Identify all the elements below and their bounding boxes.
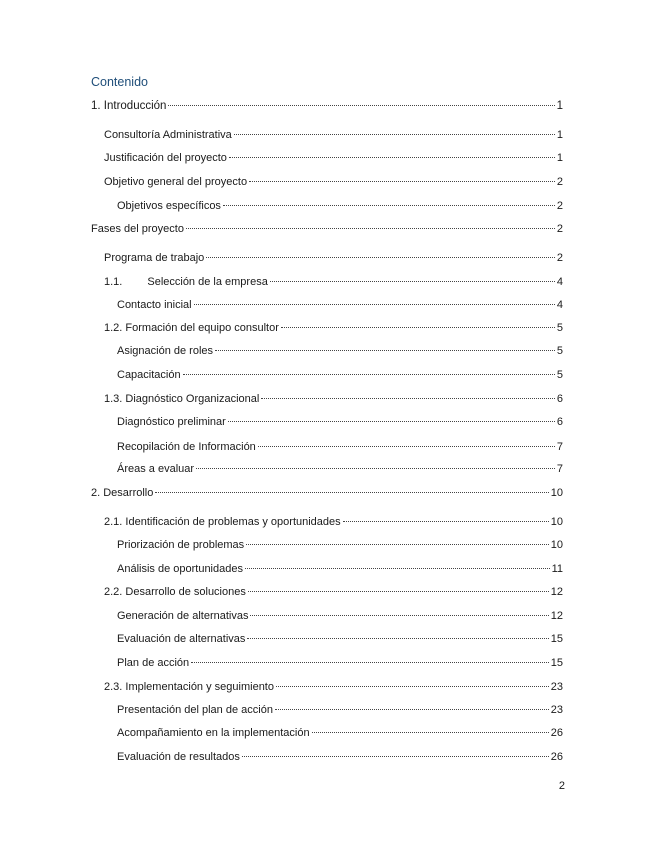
toc-entry[interactable] bbox=[117, 562, 563, 576]
toc-entry-page: 23 bbox=[550, 681, 563, 693]
toc-entry[interactable] bbox=[91, 222, 563, 236]
toc-entry-page: 26 bbox=[550, 727, 563, 739]
toc-entry-title: 2.2. Desarrollo de soluciones bbox=[104, 586, 246, 598]
toc-entry-title: Generación de alternativas bbox=[117, 610, 249, 622]
toc-entry[interactable] bbox=[104, 275, 563, 289]
toc-entry-page: 5 bbox=[556, 345, 563, 357]
toc-entry-title: Acompañamiento en la implementación bbox=[117, 727, 310, 739]
dot-leader bbox=[229, 156, 555, 158]
dot-leader bbox=[245, 567, 550, 569]
toc-entry-title: Capacitación bbox=[117, 369, 181, 381]
toc-entry-page: 2 bbox=[556, 200, 563, 212]
toc-entry-title: 2.1. Identificación de problemas y oportunidades bbox=[104, 516, 341, 528]
toc-entry[interactable] bbox=[91, 99, 563, 113]
toc-entry[interactable] bbox=[117, 368, 563, 382]
toc-entry-title: Objetivo general del proyecto bbox=[104, 176, 248, 188]
dot-leader bbox=[248, 590, 549, 592]
toc-entry-title: Presentación del plan de acción bbox=[117, 704, 273, 716]
toc-entry-title: Plan de acción bbox=[117, 657, 190, 669]
dot-leader bbox=[194, 303, 555, 305]
toc-entry[interactable] bbox=[104, 680, 563, 694]
toc-entry-page: 1 bbox=[556, 152, 563, 164]
toc-entry[interactable] bbox=[104, 251, 563, 265]
toc-entry-page: 2 bbox=[556, 223, 563, 235]
toc-entry-title: Evaluación de alternativas bbox=[117, 633, 246, 645]
dot-leader bbox=[281, 326, 555, 328]
toc-entry-page: 11 bbox=[551, 563, 563, 575]
dot-leader bbox=[228, 420, 555, 422]
toc-entry-title: Análisis de oportunidades bbox=[117, 563, 243, 575]
toc-entry-title: Asignación de roles bbox=[117, 345, 214, 357]
toc-entry-page: 2 bbox=[556, 176, 563, 188]
toc-entry[interactable] bbox=[117, 462, 563, 476]
toc-entry-title: 1. Introducción bbox=[91, 100, 167, 112]
toc-entry-page: 15 bbox=[550, 633, 563, 645]
toc-entry[interactable] bbox=[117, 344, 563, 358]
dot-leader bbox=[258, 445, 555, 447]
toc-entry[interactable] bbox=[91, 486, 563, 500]
dot-leader bbox=[249, 180, 555, 182]
dot-leader bbox=[186, 227, 555, 229]
toc-entry-title: Diagnóstico preliminar bbox=[117, 416, 226, 428]
toc-entry-title: 1.2. Formación del equipo consultor bbox=[104, 322, 279, 334]
toc-entry[interactable] bbox=[104, 128, 563, 142]
dot-leader bbox=[183, 373, 555, 375]
toc-entry-page: 15 bbox=[550, 657, 563, 669]
toc-entry[interactable] bbox=[117, 632, 563, 646]
toc-entry-page: 1 bbox=[556, 129, 563, 141]
toc-entry[interactable] bbox=[117, 750, 563, 764]
toc-entry-page: 10 bbox=[550, 539, 563, 551]
toc-entry-number: 1.1. bbox=[104, 276, 123, 288]
toc-entry[interactable] bbox=[104, 151, 563, 165]
dot-leader bbox=[215, 349, 555, 351]
toc-entry-page: 6 bbox=[556, 393, 563, 405]
toc-entry-page: 23 bbox=[550, 704, 563, 716]
toc-entry[interactable] bbox=[104, 175, 563, 189]
toc-entry-page: 2 bbox=[556, 252, 563, 264]
toc-entry-page: 10 bbox=[550, 487, 563, 499]
toc-entry-page: 10 bbox=[550, 516, 563, 528]
toc-entry[interactable] bbox=[117, 726, 563, 740]
toc-entry-title: Selección de la empresa bbox=[147, 276, 268, 288]
toc-entry-title: Objetivos específicos bbox=[117, 200, 221, 212]
toc-entry-title: Recopilación de Información bbox=[117, 441, 256, 453]
toc-entry-page: 12 bbox=[550, 586, 563, 598]
toc-entry-title: 2. Desarrollo bbox=[91, 487, 154, 499]
toc-entry-title: Áreas a evaluar bbox=[117, 463, 195, 475]
toc-entry-page: 7 bbox=[556, 441, 563, 453]
toc-entry-page: 5 bbox=[556, 322, 563, 334]
dot-leader bbox=[234, 133, 555, 135]
toc-entry[interactable] bbox=[117, 440, 563, 454]
dot-leader bbox=[206, 256, 555, 258]
dot-leader bbox=[246, 543, 549, 545]
dot-leader bbox=[191, 661, 549, 663]
toc-entry-page: 4 bbox=[556, 299, 563, 311]
toc-entry-page: 6 bbox=[556, 416, 563, 428]
toc-entry-page: 4 bbox=[556, 276, 563, 288]
toc-entry-title: 1.3. Diagnóstico Organizacional bbox=[104, 393, 260, 405]
toc-entry[interactable] bbox=[104, 585, 563, 599]
dot-leader bbox=[250, 614, 548, 616]
toc-entry[interactable] bbox=[104, 392, 563, 406]
toc-entry-title: Evaluación de resultados bbox=[117, 751, 240, 763]
dot-leader bbox=[276, 685, 549, 687]
toc-entry-page: 12 bbox=[550, 610, 563, 622]
toc-entry-page: 26 bbox=[550, 751, 563, 763]
dot-leader bbox=[343, 520, 549, 522]
toc-entry[interactable] bbox=[117, 656, 563, 670]
toc-entry[interactable] bbox=[104, 515, 563, 529]
dot-leader bbox=[247, 637, 548, 639]
toc-heading: Contenido bbox=[91, 75, 148, 89]
dot-leader bbox=[270, 280, 555, 282]
toc-entry-page: 7 bbox=[556, 463, 563, 475]
dot-leader bbox=[261, 397, 555, 399]
toc-entry-title: Consultoría Administrativa bbox=[104, 129, 232, 141]
dot-leader bbox=[223, 204, 555, 206]
page-number: 2 bbox=[558, 780, 565, 792]
toc-entry[interactable] bbox=[117, 538, 563, 552]
toc-entry-title: Justificación del proyecto bbox=[104, 152, 227, 164]
dot-leader bbox=[196, 467, 555, 469]
toc-entry-title: 2.3. Implementación y seguimiento bbox=[104, 681, 274, 693]
dot-leader bbox=[155, 491, 548, 493]
dot-leader bbox=[168, 104, 554, 106]
toc-entry[interactable] bbox=[117, 703, 563, 717]
toc-entry-title: Fases del proyecto bbox=[91, 223, 184, 235]
toc-entry-title: Priorización de problemas bbox=[117, 539, 245, 551]
toc-entry-title: Contacto inicial bbox=[117, 299, 192, 311]
dot-leader bbox=[275, 708, 549, 710]
toc-entry[interactable] bbox=[117, 609, 563, 623]
toc-entry[interactable] bbox=[117, 298, 563, 312]
toc-entry[interactable] bbox=[117, 415, 563, 429]
toc-entry-page: 1 bbox=[556, 100, 563, 112]
toc-entry-page: 5 bbox=[556, 369, 563, 381]
toc-entry[interactable] bbox=[104, 321, 563, 335]
dot-leader bbox=[312, 731, 549, 733]
toc-entry-title: Programa de trabajo bbox=[104, 252, 205, 264]
dot-leader bbox=[242, 755, 549, 757]
toc-entry[interactable] bbox=[117, 199, 563, 213]
